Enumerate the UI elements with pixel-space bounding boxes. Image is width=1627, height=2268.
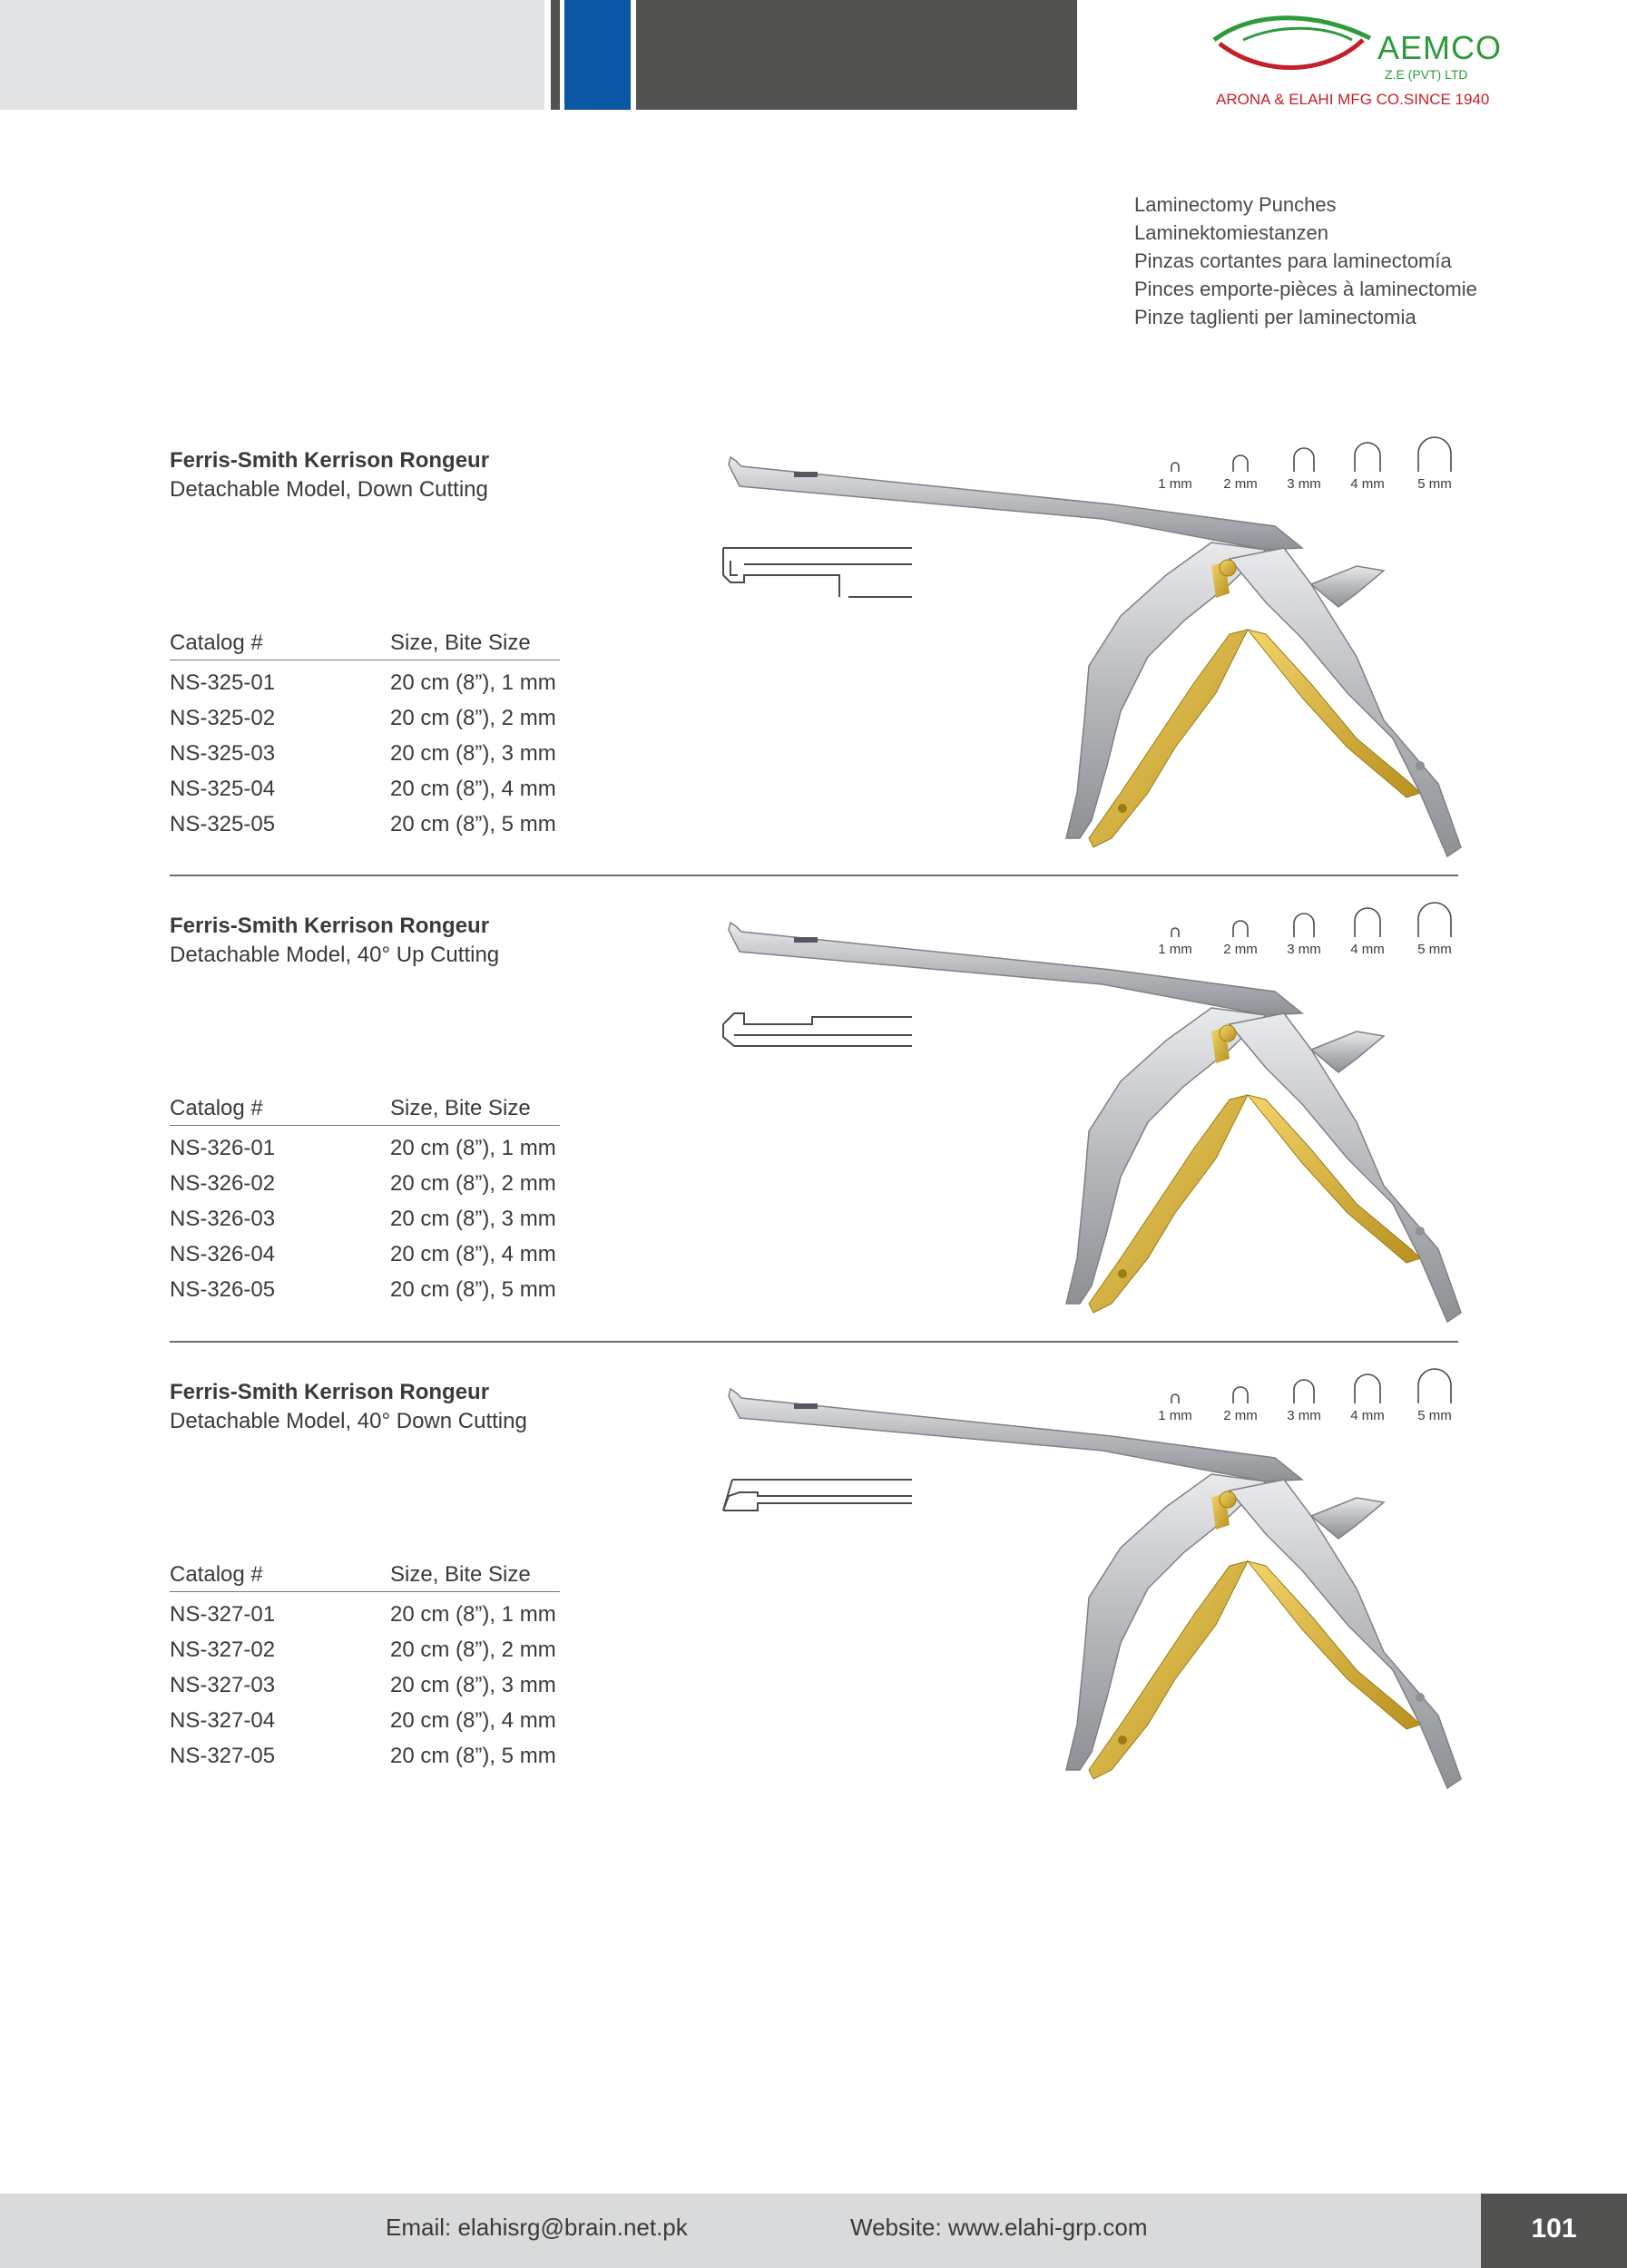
bite-cup-icon xyxy=(1416,901,1453,939)
header-catalog: Catalog # xyxy=(170,1096,263,1120)
logo-tagline: ARONA & ELAHI MFG CO.SINCE 1940 xyxy=(1216,91,1490,108)
bite-size-4 xyxy=(1340,441,1395,492)
product-title: Ferris-Smith Kerrison Rongeur xyxy=(170,448,490,473)
rongeur-image xyxy=(721,1380,1475,1802)
bite-cup-icon xyxy=(1231,919,1250,939)
bite-size-5 xyxy=(1407,901,1462,957)
size-value: 20 cm (8”), 2 mm xyxy=(390,706,556,730)
header-size: Size, Bite Size xyxy=(390,1096,531,1120)
bite-cup-icon xyxy=(1416,435,1453,474)
table-row xyxy=(170,1698,560,1734)
logo-swoosh-icon xyxy=(1207,13,1388,85)
header-catalog: Catalog # xyxy=(170,1562,263,1587)
bite-size-label: 3 mm xyxy=(1287,476,1321,492)
header-bar-dark xyxy=(636,0,1077,110)
table-row xyxy=(170,1232,560,1267)
catalog-number: NS-326-04 xyxy=(170,1242,276,1266)
catalog-number: NS-325-05 xyxy=(170,812,276,836)
bite-size-label: 3 mm xyxy=(1287,1408,1321,1423)
bite-cup-icon xyxy=(1353,1373,1382,1405)
product-section xyxy=(0,1380,1627,1833)
table-row xyxy=(170,1734,560,1769)
footer-website: Website: www.elahi-grp.com xyxy=(850,2214,1148,2241)
bite-size-label: 1 mm xyxy=(1158,476,1192,492)
header-size: Size, Bite Size xyxy=(390,1562,531,1587)
bite-size-label: 3 mm xyxy=(1287,942,1321,957)
table-row xyxy=(170,660,560,696)
logo-wordmark: AEMCO xyxy=(1377,29,1503,66)
table-row xyxy=(170,802,560,837)
bite-size-label: 4 mm xyxy=(1350,942,1385,957)
size-value: 20 cm (8”), 2 mm xyxy=(390,1171,556,1196)
catalog-number: NS-326-01 xyxy=(170,1136,276,1160)
jaw-profile-diagram xyxy=(721,539,916,602)
footer-email: Email: elahisrg@brain.net.pk xyxy=(386,2214,688,2241)
bite-cup-icon xyxy=(1416,1367,1453,1405)
bite-cup-icon xyxy=(1292,1378,1316,1405)
bite-size-label: 5 mm xyxy=(1417,1408,1452,1423)
product-title: Ferris-Smith Kerrison Rongeur xyxy=(170,914,490,938)
table-row xyxy=(170,767,560,802)
bite-cup-icon xyxy=(1292,912,1316,939)
bite-cup-icon xyxy=(1231,454,1250,474)
catalog-number: NS-326-03 xyxy=(170,1207,276,1231)
jaw-profile-diagram xyxy=(721,1004,916,1068)
bite-cup-icon xyxy=(1170,1393,1181,1405)
category-titles xyxy=(1134,191,1477,331)
product-section xyxy=(0,914,1627,1367)
table-header xyxy=(170,1561,560,1592)
catalog-number: NS-325-04 xyxy=(170,777,276,801)
catalog-number: NS-327-05 xyxy=(170,1744,276,1768)
size-value: 20 cm (8”), 3 mm xyxy=(390,1207,556,1231)
bite-size-1 xyxy=(1148,461,1202,492)
category-title-de: Laminektomiestanzen xyxy=(1134,221,1329,244)
catalog-number: NS-326-02 xyxy=(170,1171,276,1196)
size-value: 20 cm (8”), 4 mm xyxy=(390,1242,556,1266)
bite-cup-icon xyxy=(1170,461,1181,474)
bite-size-chart xyxy=(1148,894,1475,957)
catalog-number: NS-327-03 xyxy=(170,1673,276,1697)
bite-size-5 xyxy=(1407,1367,1462,1423)
bite-size-label: 1 mm xyxy=(1158,942,1192,957)
bite-size-chart xyxy=(1148,428,1475,492)
page-number: 101 xyxy=(1531,2214,1577,2244)
bite-size-label: 2 mm xyxy=(1223,942,1258,957)
logo-subtitle: Z.E (PVT) LTD xyxy=(1385,67,1468,82)
bite-size-2 xyxy=(1213,454,1268,492)
table-row xyxy=(170,696,560,731)
rongeur-illustration xyxy=(721,448,1475,865)
rongeur-illustration xyxy=(721,1380,1475,1797)
table-row xyxy=(170,1592,560,1628)
catalog-number: NS-326-05 xyxy=(170,1277,276,1302)
catalog-table xyxy=(170,630,560,837)
catalog-number: NS-325-02 xyxy=(170,706,276,730)
header-bar-light xyxy=(0,0,544,110)
table-header xyxy=(170,1095,560,1126)
size-value: 20 cm (8”), 3 mm xyxy=(390,1673,556,1697)
table-row xyxy=(170,1197,560,1232)
bite-cup-icon xyxy=(1292,446,1316,474)
table-row xyxy=(170,1126,560,1161)
bite-size-label: 4 mm xyxy=(1350,1408,1385,1423)
company-logo xyxy=(1207,13,1503,112)
jaw-profile xyxy=(721,539,916,607)
header-size: Size, Bite Size xyxy=(390,631,531,655)
catalog-table xyxy=(170,1561,560,1769)
bite-size-3 xyxy=(1277,912,1331,957)
table-row xyxy=(170,1663,560,1698)
footer-bar xyxy=(0,2194,1481,2268)
size-value: 20 cm (8”), 1 mm xyxy=(390,1136,556,1160)
catalog-number: NS-325-03 xyxy=(170,741,276,766)
section-divider xyxy=(170,1341,1458,1343)
header-bar-blue xyxy=(564,0,631,110)
catalog-number: NS-327-02 xyxy=(170,1637,276,1662)
table-row xyxy=(170,1267,560,1303)
bite-size-4 xyxy=(1340,1373,1395,1423)
size-value: 20 cm (8”), 5 mm xyxy=(390,1744,556,1768)
bite-size-2 xyxy=(1213,1385,1268,1423)
bite-size-4 xyxy=(1340,906,1395,957)
category-title-it: Pinze taglienti per laminectomia xyxy=(1134,306,1416,328)
jaw-profile xyxy=(721,1471,916,1539)
bite-cup-icon xyxy=(1353,441,1382,474)
bite-size-2 xyxy=(1213,919,1268,957)
catalog-number: NS-325-01 xyxy=(170,670,276,695)
category-title-es: Pinzas cortantes para laminectomía xyxy=(1134,249,1452,272)
bite-size-5 xyxy=(1407,435,1462,492)
size-value: 20 cm (8”), 1 mm xyxy=(390,670,556,695)
bite-size-label: 5 mm xyxy=(1417,942,1452,957)
catalog-number: NS-327-01 xyxy=(170,1602,276,1627)
bite-size-3 xyxy=(1277,446,1331,492)
bite-size-1 xyxy=(1148,926,1202,957)
bite-cup-icon xyxy=(1231,1385,1250,1405)
rongeur-image xyxy=(721,448,1475,870)
table-row xyxy=(170,1161,560,1197)
product-subtitle: Detachable Model, 40° Up Cutting xyxy=(170,943,500,967)
bite-size-label: 2 mm xyxy=(1223,1408,1258,1423)
size-value: 20 cm (8”), 4 mm xyxy=(390,1708,556,1733)
bite-size-1 xyxy=(1148,1393,1202,1423)
table-row xyxy=(170,731,560,767)
rongeur-illustration xyxy=(721,914,1475,1331)
bite-size-label: 4 mm xyxy=(1350,476,1385,492)
header-catalog: Catalog # xyxy=(170,631,263,655)
table-row xyxy=(170,1628,560,1663)
bite-size-chart xyxy=(1148,1360,1475,1423)
bite-size-label: 5 mm xyxy=(1417,476,1452,492)
size-value: 20 cm (8”), 2 mm xyxy=(390,1637,556,1662)
catalog-number: NS-327-04 xyxy=(170,1708,276,1733)
header-bar-stripe xyxy=(551,0,560,110)
bite-cup-icon xyxy=(1353,906,1382,939)
jaw-profile xyxy=(721,1004,916,1072)
product-subtitle: Detachable Model, 40° Down Cutting xyxy=(170,1409,527,1433)
rongeur-image xyxy=(721,914,1475,1335)
section-divider xyxy=(170,875,1458,876)
bite-size-label: 2 mm xyxy=(1223,476,1258,492)
size-value: 20 cm (8”), 4 mm xyxy=(390,777,556,801)
table-header xyxy=(170,630,560,660)
bite-cup-icon xyxy=(1170,926,1181,939)
category-title-en: Laminectomy Punches xyxy=(1134,193,1337,216)
size-value: 20 cm (8”), 3 mm xyxy=(390,741,556,766)
product-section xyxy=(0,448,1627,902)
size-value: 20 cm (8”), 5 mm xyxy=(390,812,556,836)
bite-size-label: 1 mm xyxy=(1158,1408,1192,1423)
size-value: 20 cm (8”), 5 mm xyxy=(390,1277,556,1302)
category-title-fr: Pinces emporte-pièces à laminectomie xyxy=(1134,278,1477,300)
size-value: 20 cm (8”), 1 mm xyxy=(390,1602,556,1627)
jaw-profile-diagram xyxy=(721,1471,916,1534)
product-title: Ferris-Smith Kerrison Rongeur xyxy=(170,1380,490,1404)
product-subtitle: Detachable Model, Down Cutting xyxy=(170,477,488,502)
bite-size-3 xyxy=(1277,1378,1331,1423)
catalog-table xyxy=(170,1095,560,1303)
